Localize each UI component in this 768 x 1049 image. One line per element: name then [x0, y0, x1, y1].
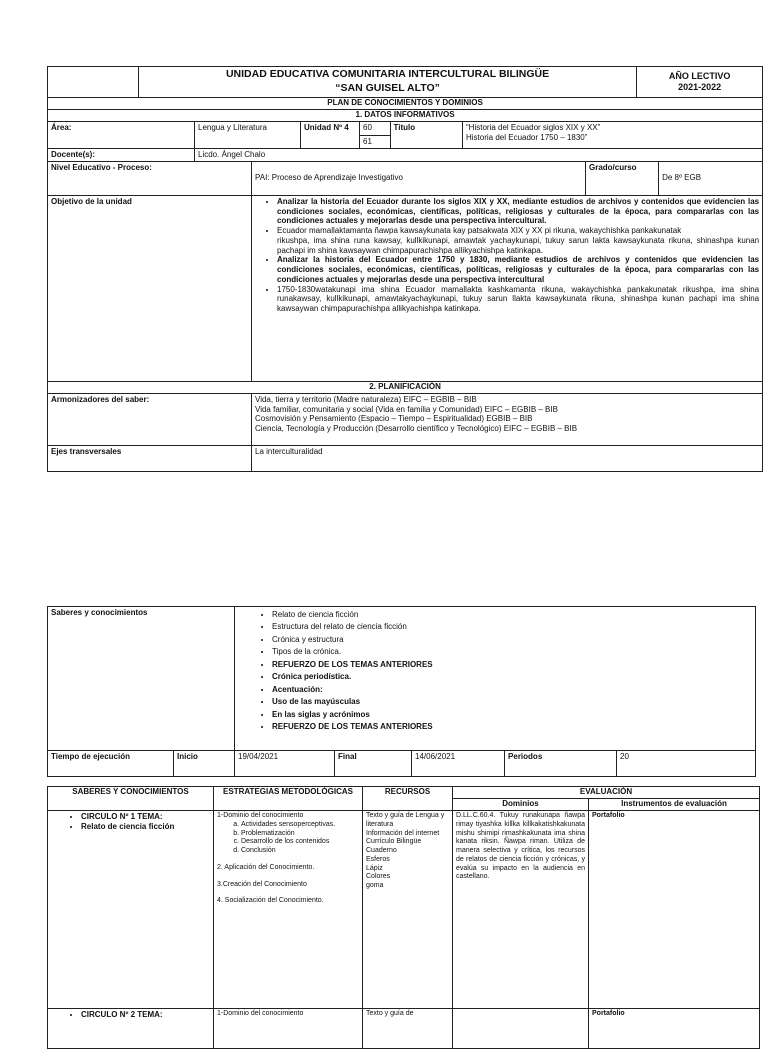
armonizador-item: Vida familiar, comunitaria y social (Vida en familia y Comunidad) EIFC – EGBIB – BIB — [255, 404, 558, 414]
plan-title: PLAN DE CONOCIMIENTOS Y DOMINIOS — [48, 98, 763, 110]
school-year-label: AÑO LECTIVO — [668, 71, 731, 82]
saberes-content — [235, 607, 756, 751]
estrategia-dominio: 1-Dominio del conocimiento — [217, 812, 304, 819]
saberes-item: • REFUERZO DE LOS TEMAS ANTERIORES — [272, 659, 752, 671]
unidad-num-1: 60 — [360, 122, 390, 135]
titulo-value — [463, 122, 763, 149]
saberes-item: • REFUERZO DE LOS TEMAS ANTERIORES — [272, 721, 752, 733]
section-planificacion: 2. PLANIFICACIÓN — [48, 381, 763, 393]
recurso-item: Cuaderno — [366, 847, 397, 854]
objetivo-list-2 — [255, 255, 759, 314]
col-saberes-header: SABERES Y CONOCIMIENTOS — [48, 787, 214, 811]
saberes-item: • Acentuación: — [272, 684, 752, 696]
plan-header-table — [47, 66, 763, 472]
nivel-label: Nivel Educativo - Proceso: — [48, 161, 252, 195]
objetivo-item — [277, 226, 759, 236]
saberes-list — [238, 609, 752, 734]
saberes-item: • Uso de las mayúsculas — [272, 696, 752, 708]
objetivo-item: • Analizar la historia del Ecuador durante los siglos XIX y XX, mediante estudios de archivos y contenidos que evidencien las condiciones sociales, económicas, científicas, políticas, religiosas y culturales de la época, para compararlas con las condiciones actuales y mejorarlas desde una perspectiva intercultural. — [277, 197, 759, 226]
school-name-line2: “SAN GUISEL ALTO” — [335, 82, 440, 94]
tiempo-label: Tiempo de ejecución — [48, 751, 174, 777]
estrategia-subitem: a. Actividades sensoperceptivas. — [241, 821, 359, 830]
nivel-value: PAI: Proceso de Aprendizaje Investigativo — [252, 161, 586, 195]
recurso-item: Texto y guía de Lengua y literatura — [366, 812, 445, 828]
col-instrumentos-header: Instrumentos de evaluación — [589, 799, 760, 811]
saberes-item: • Crónica periodística. — [272, 671, 752, 683]
saberes-item: • Tipos de la crónica. — [272, 646, 752, 658]
final-value: 14/06/2021 — [412, 751, 505, 777]
recursos-1-cell — [363, 811, 453, 1009]
instrumento-2-cell: Portafolio — [589, 1009, 760, 1049]
objetivo-content — [252, 195, 763, 381]
recursos-2-cell — [363, 1009, 453, 1049]
objetivo-label: Objetivo de la unidad — [48, 195, 252, 381]
ejes-label: Ejes transversales — [48, 445, 252, 471]
col-recursos-header: RECURSOS — [363, 787, 453, 811]
objetivo-item: • 1750-1830watakunapi ima shina Ecuador mamallakta kashkamanta rikuna, wakaychishka pankakunatak rikushpa, ima shina runakawsay, kullkikunapi, amawtakyachaykunapi, tukuy sarun llakta kawsaykunata rikuna, shinashpa kunan pachapi ima shina kawsaywan chimpapurachishpa allikyachishpa katinkapa. — [277, 285, 759, 314]
estrategia-dominio: 1-Dominio del conocimiento — [217, 1010, 304, 1017]
objetivo-item-continuation: rikushpa, ima shina runa kawsay, kullkikunapi, amawtak yachaykunapi, tukuy sarun lakta kawsaykunata rikuna, shinashpa kunan pachapi im shina kawsaywan chimpapurachishpa allikyachishpa katinkapa. — [277, 235, 760, 255]
school-name-line1: UNIDAD EDUCATIVA COMUNITARIA INTERCULTURAL BILINGÜE — [225, 68, 550, 81]
circulo-2-title: • CIRCULO Nº 2 TEMA: — [81, 1010, 210, 1020]
circulo-1-cell — [48, 811, 214, 1009]
estrategias-2-cell — [214, 1009, 363, 1049]
saberes-item: • Crónica y estructura — [272, 634, 752, 646]
grado-label: Grado/curso — [586, 161, 659, 195]
armonizador-item: Cosmovisión y Pensamiento (Espacio – Tiempo – Espiritualidad) EGBIB – BIB — [255, 414, 533, 424]
estrategia-subitem: d. Conclusión — [241, 847, 359, 856]
logo-cell — [48, 67, 139, 98]
dominio-1-cell: D.LL.C.60.4. Tukuy runakunapa ñawpa rimay tiyashka killka killkakatishkakunata mishu shimipi rimashkakunata ima shina kanata riksin. Ñawpa riman. Utiliza de manera selectiva y crítica, los recursos de relatos de ciencia ficción y crónicas, y evalúa su impacto en la audiencia en castellano. — [453, 811, 589, 1009]
unidad-numbers — [360, 122, 463, 149]
armonizador-item: Vida, tierra y territorio (Madre naturaleza) EIFC – EGBIB – BIB — [255, 394, 477, 404]
area-label: Área: — [48, 122, 195, 149]
recurso-item: Texto y guía de — [366, 1010, 414, 1017]
section-datos-informativos: 1. DATOS INFORMATIVOS — [48, 110, 763, 122]
recurso-item: Esferos — [366, 855, 390, 863]
inicio-label: Inicio — [174, 751, 235, 777]
circulo-2-list — [51, 1010, 210, 1020]
recurso-item: Información del internet — [366, 829, 440, 837]
docente-label: Docente(s): — [48, 149, 195, 162]
armonizadores-label: Armonizadores del saber: — [48, 393, 252, 445]
grado-value: De 8º EGB — [659, 161, 763, 195]
instrumento-1-cell: Portafolio — [589, 811, 760, 1009]
circulo-1-tema: • Relato de ciencia ficción — [81, 822, 210, 832]
saberes-table — [47, 606, 756, 777]
objetivo-item: • Analizar la historia del Ecuador entre 1750 y 1830, mediante estudios de archivos y contenidos que evidencien las condiciones sociales, económicas, científicas, políticas, religiosas y culturales de la época, para compararlas con las condiciones actuales y mejorarlas desde una perspectiva intercultural — [277, 255, 759, 284]
circulo-2-cell — [48, 1009, 214, 1049]
ejes-value: La interculturalidad — [252, 445, 763, 471]
recurso-item: Colores — [366, 873, 391, 881]
school-year-cell — [637, 67, 763, 98]
docente-value: Licdo. Ángel Chalo — [195, 149, 763, 162]
estrategia-socializacion: 4. Socialización del Conocimiento. — [217, 897, 324, 905]
estrategia-sublist — [217, 821, 359, 856]
estrategia-subitem: c. Desarrollo de los contenidos — [241, 838, 359, 847]
objetivo-list — [255, 197, 759, 236]
estrategia-aplicacion: 2. Aplicación del Conocimiento. — [217, 863, 315, 871]
armonizadores-content — [252, 393, 763, 445]
titulo-label: Titulo — [393, 123, 416, 132]
inicio-value: 19/04/2021 — [235, 751, 335, 777]
saberes-item: • En las siglas y acrónimos — [272, 709, 752, 721]
circulo-1-list — [51, 812, 210, 832]
estrategia-subitem: b. Problematización — [241, 830, 359, 839]
titulo-value-line1: “Historia del Ecuador siglos XIX y XX” — [466, 123, 601, 132]
periodos-label: Periodos — [505, 751, 617, 777]
matrix-table — [47, 786, 760, 1049]
recurso-item: Lápiz — [366, 864, 383, 872]
school-name-cell — [139, 67, 637, 98]
objetivo-item-text: Ecuador mamallaktamanta ñawpa kawsaykunata kay patsakwata XIX y XX pi rikuna, wakaychishka pankakunatak — [277, 226, 682, 235]
estrategias-1-cell — [214, 811, 363, 1009]
periodos-value: 20 — [617, 751, 756, 777]
titulo-value-line2: Historia del Ecuador 1750 – 1830” — [466, 132, 588, 142]
saberes-item: • Relato de ciencia ficción — [272, 609, 752, 621]
col-evaluacion-header: EVALUACIÓN — [453, 787, 760, 799]
recurso-item: goma — [366, 882, 384, 889]
recurso-item: Currículo Bilingüe — [366, 838, 422, 846]
estrategia-creacion: 3.Creación del Conocimiento — [217, 880, 307, 888]
armonizador-item: Ciencia, Tecnología y Producción (Desarrollo científico y Tecnológico) EIFC – EGBIB – BIB — [255, 424, 578, 433]
final-label: Final — [335, 751, 412, 777]
school-year-value: 2021-2022 — [678, 82, 722, 92]
unidad-label: Unidad Nº 4 — [301, 122, 360, 149]
saberes-label: Saberes y conocimientos — [48, 607, 235, 751]
col-estrategias-header: ESTRATEGIAS METODOLÓGICAS — [214, 787, 363, 811]
unidad-num-2: 61 — [360, 135, 390, 148]
col-dominios-header: Dominios — [453, 799, 589, 811]
circulo-1-title: • CIRCULO Nº 1 TEMA: — [81, 812, 210, 822]
saberes-item: • Estructura del relato de ciencia ficción — [272, 621, 752, 633]
dominio-2-cell — [453, 1009, 589, 1049]
area-value: Lengua y Literatura — [195, 122, 301, 149]
